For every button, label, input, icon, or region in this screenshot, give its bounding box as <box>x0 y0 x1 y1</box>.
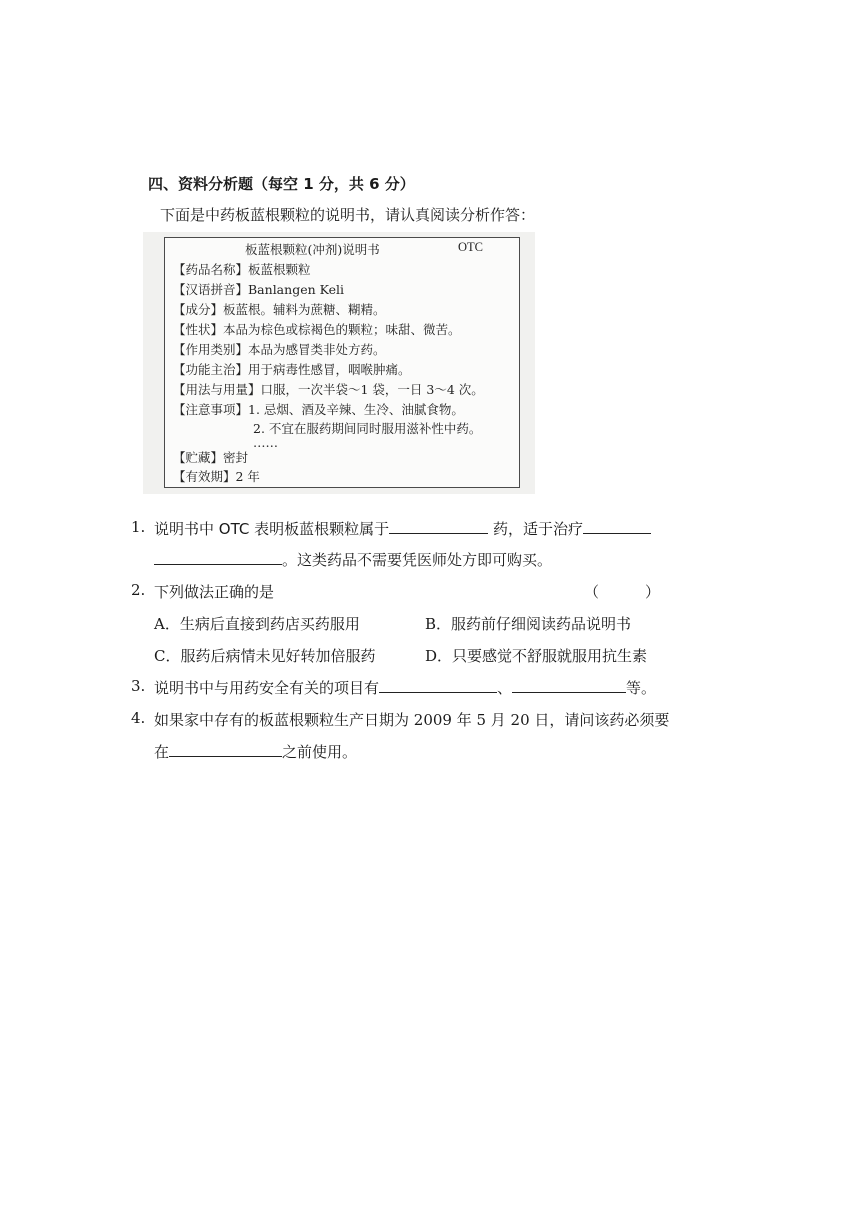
leaflet-line: 【功能主治】用于病毒性感冒，咽喉肿痛。 <box>173 362 411 377</box>
question-1-line-2 <box>154 549 552 570</box>
leaflet-line: 【用法与用量】口服，一次半袋～1 袋，一日 3～4 次。 <box>173 382 484 397</box>
question-4-text-b: 之前使用。 <box>282 743 358 761</box>
question-3-number: 3. <box>131 677 146 695</box>
answer-blank-safety-2[interactable] <box>512 678 626 693</box>
question-1-text-a: 说明书中 <box>154 520 215 538</box>
answer-blank-otc-type[interactable] <box>389 519 488 534</box>
option-a[interactable]: A．生病后直接到药店买药服用 <box>154 615 360 633</box>
leaflet-image <box>143 232 535 494</box>
otc-term: OTC <box>218 520 250 538</box>
question-2-text: 下列做法正确的是 <box>154 583 275 601</box>
question-4-number: 4. <box>131 709 146 727</box>
question-3-line <box>154 677 656 698</box>
section-title: 四、资料分析题（每空 1 分，共 6 分） <box>148 175 415 193</box>
question-2-number: 2. <box>131 581 146 599</box>
leaflet-line: …… <box>253 435 278 450</box>
question-4-line-1: 如果家中存有的板蓝根颗粒生产日期为 2009 年 5 月 20 日，请问该药必须要 <box>154 711 670 729</box>
answer-blank-safety-1[interactable] <box>379 678 497 693</box>
answer-paren-open: （ <box>584 583 600 601</box>
answer-blank-treat-a[interactable] <box>583 519 651 534</box>
answer-blank-treat-b[interactable] <box>154 550 282 565</box>
question-4-line-2 <box>154 741 357 762</box>
leaflet-line: 【药品名称】板蓝根颗粒 <box>173 262 311 277</box>
question-1-number: 1. <box>131 518 146 536</box>
question-3-text-b: 等。 <box>626 679 657 697</box>
leaflet-box <box>164 237 520 488</box>
leaflet-title: 板蓝根颗粒(冲剂)说明书 <box>245 242 380 257</box>
answer-paren-close: ） <box>645 583 661 601</box>
answer-blank-expiry[interactable] <box>169 742 282 757</box>
option-d[interactable]: D．只要感觉不舒服就服用抗生素 <box>425 647 648 665</box>
question-1-text-d: 。这类药品不需要凭医师处方即可购买。 <box>282 551 553 569</box>
leaflet-otc: OTC <box>458 240 483 254</box>
leaflet-line: 【贮藏】密封 <box>173 450 249 465</box>
leaflet-line: 【注意事项】1. 忌烟、酒及辛辣、生冷、油腻食物。 <box>173 402 464 417</box>
option-b[interactable]: B．服药前仔细阅读药品说明书 <box>425 615 632 633</box>
question-1-line-1 <box>154 518 651 539</box>
intro-text: 下面是中药板蓝根颗粒的说明书，请认真阅读分析作答： <box>160 206 536 224</box>
question-1-text-c: 药，适于治疗 <box>492 520 583 538</box>
question-4-text-a: 在 <box>154 743 170 761</box>
leaflet-line: 2. 不宜在服药期间同时服用滋补性中药。 <box>253 421 482 436</box>
question-3-text-a: 说明书中与用药安全有关的项目有 <box>154 679 380 697</box>
leaflet-line: 【有效期】2 年 <box>173 469 260 484</box>
option-c[interactable]: C．服药后病情未见好转加倍服药 <box>154 647 376 665</box>
leaflet-line: 【性状】本品为棕色或棕褐色的颗粒；味甜、微苦。 <box>173 322 461 337</box>
leaflet-line: 【成分】板蓝根。辅料为蔗糖、糊精。 <box>173 302 386 317</box>
leaflet-line: 【汉语拼音】Banlangen Keli <box>173 282 345 297</box>
question-3-separator: 、 <box>497 679 513 697</box>
leaflet-line: 【作用类别】本品为感冒类非处方药。 <box>173 342 386 357</box>
question-1-text-b: 表明板蓝根颗粒属于 <box>254 520 390 538</box>
